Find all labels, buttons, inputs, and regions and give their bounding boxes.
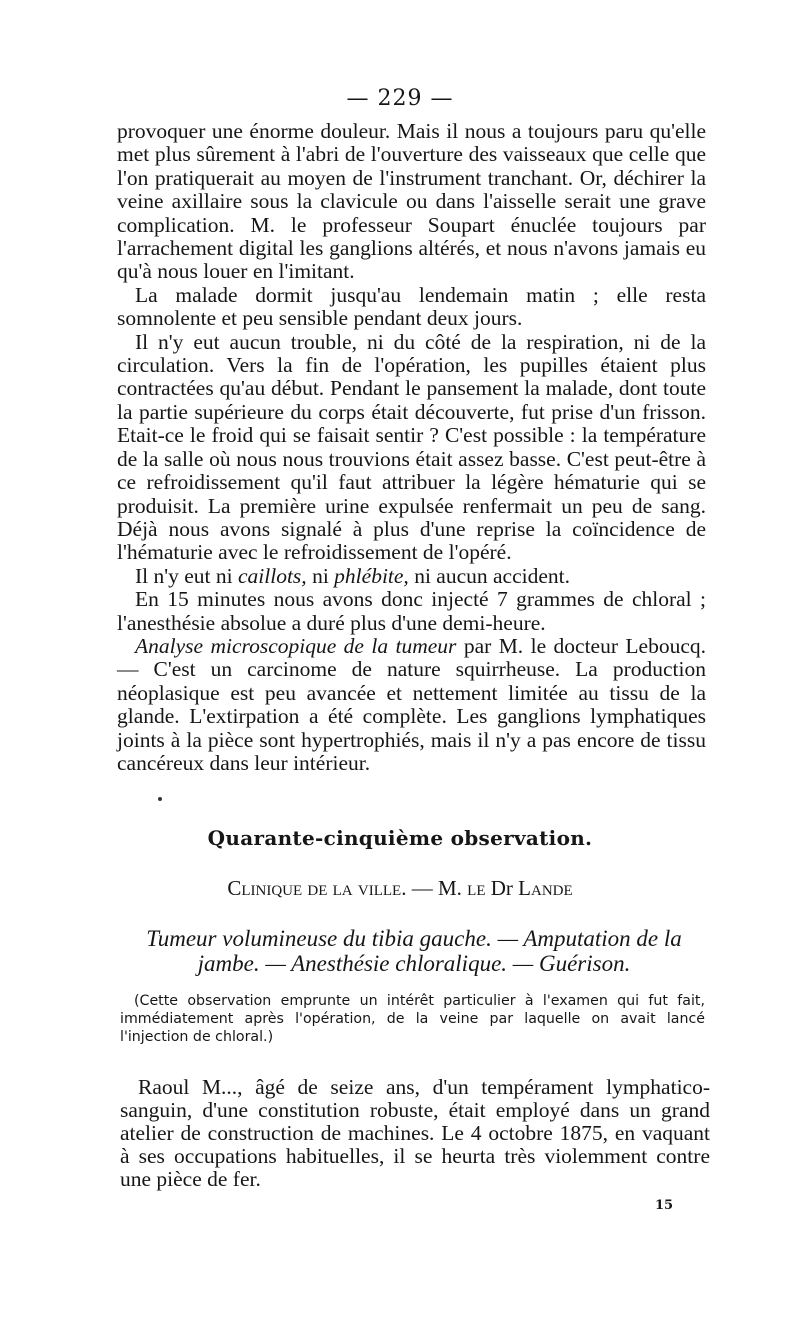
section-title: Quarante-cinquième observation. bbox=[207, 826, 593, 850]
p4-ni: ni bbox=[306, 563, 335, 588]
clinic-line bbox=[0, 876, 800, 901]
paragraph-6 bbox=[117, 635, 706, 775]
observation-note bbox=[120, 992, 705, 1046]
paragraph-5: En 15 minutes nous avons donc injecté 7 grammes de chloral ; l'anesthésie absolue a duré plus d'une demi-heure. bbox=[117, 587, 706, 635]
p6-rest: par M. le docteur Leboucq. — C'est un carcinome de nature squirrheuse. La production néoplasique est peu avancée et nettement limitée au tissu de la glande. L'extirpation a été complète. Les ganglions lymphatiques joints à la pièce sont hypertrophiés, mais il n'y a pas encore de tissu cancéreux dans leur intérieur. bbox=[117, 633, 706, 775]
p4-caillots: caillots, bbox=[238, 563, 307, 588]
p4-phlebite: phlébite, bbox=[334, 563, 409, 588]
p4-before: Il n'y eut ni bbox=[135, 563, 238, 588]
clinic-b: . — M. bbox=[401, 876, 468, 900]
signature-mark: 15 bbox=[655, 1198, 674, 1213]
clinic-a: Clinique de la ville bbox=[227, 876, 402, 900]
page-number: — 229 — bbox=[346, 86, 454, 111]
p4-after: ni aucun accident. bbox=[408, 563, 570, 588]
paragraph-3: Il n'y eut aucun trouble, ni du côté de la respiration, ni de la circulation. Vers la fin de l'opération, les pupilles étaient plus contractées qu'au début. Pendant le pansement la malade, dont toute la partie supérieure du corps était découverte, fut prise d'un frisson. Etait-ce le froid qui se faisait sentir ? C'est possible : la température de la salle où nous nous trouvions était assez basse. C'est peut-être à ce refroidissement qu'il faut attribuer la légère hématurie qui se produisit. La première urine expulsée renfermait un peu de sang. Déjà nous avons signalé à plus d'une reprise la coïncidence de l'hématurie avec le refroidissement de l'opéré. bbox=[117, 329, 706, 565]
note-text: (Cette observation emprunte un intérêt particulier à l'examen qui fut fait, immédiatement après l'opération, de la veine par laquelle on avait lancé l'injection de chloral.) bbox=[120, 993, 705, 1045]
case-paragraph: Raoul M..., âgé de seize ans, d'un tempérament lymphatico-sanguin, d'une constitution robuste, était employé dans un grand atelier de construction de machines. Le 4 octobre 1875, en vaquant à ses occupations habituelles, il se heurta très violemment contre une pièce de fer. bbox=[120, 1075, 710, 1191]
observation-text bbox=[117, 120, 706, 775]
paragraph-1: provoquer une énorme douleur. Mais il nous a toujours paru qu'elle met plus sûrement à l'abri de l'ouverture des vaisseaux que celle que l'on pratiquerait au moyen de l'instrument tranchant. Or, déchirer la veine axillaire sous la clavicule ou dans l'aisselle serait une grave complication. M. le professeur Soupart énuclée toujours par l'arrachement digital les ganglions altérés, et nous n'avons jamais eu qu'à nous louer en l'imitant. bbox=[117, 119, 706, 284]
clinic-d: Dr bbox=[485, 876, 519, 900]
paragraph-4 bbox=[117, 565, 706, 588]
stray-ink-dot bbox=[158, 797, 162, 801]
clinic-e: Lande bbox=[518, 876, 573, 900]
case-body bbox=[120, 1076, 710, 1191]
clinic-c: le bbox=[467, 876, 486, 900]
p6-italic: Analyse microscopique de la tumeur bbox=[135, 633, 457, 658]
case-title: Tumeur volumineuse du tibia gauche. — Amputation de la jambe. — Anesthésie chloralique. — Guérison. bbox=[146, 926, 682, 976]
paragraph-2: La malade dormit jusqu'au lendemain matin ; elle resta somnolente et peu sensible pendant deux jours. bbox=[117, 282, 706, 331]
